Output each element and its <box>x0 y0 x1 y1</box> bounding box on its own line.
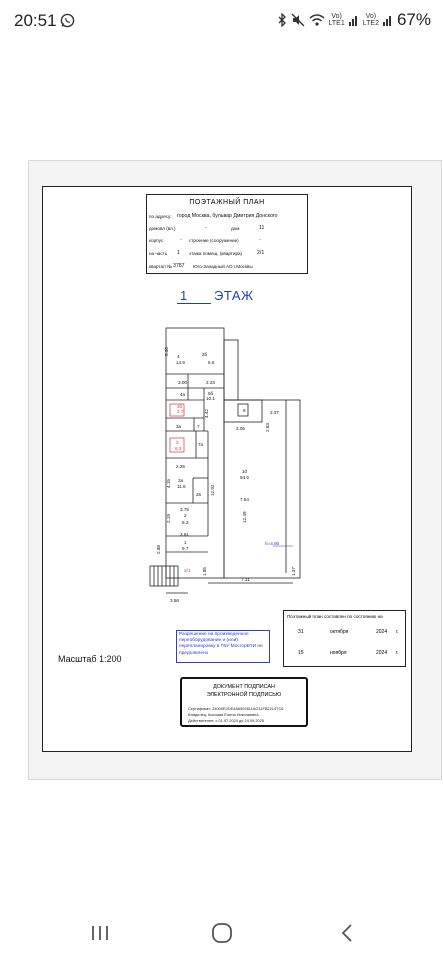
room-4-area: 14.9 <box>176 360 185 365</box>
svg-text:2.25: 2.25 <box>176 464 185 469</box>
svg-text:2а: 2а <box>178 478 184 483</box>
svg-text:1: 1 <box>184 540 187 545</box>
svg-text:2.37: 2.37 <box>270 410 279 415</box>
svg-text:2в: 2в <box>196 492 201 497</box>
sim1-label: Vo) LTE1 <box>328 13 345 27</box>
svg-text:7а: 7а <box>198 442 204 447</box>
state-caption: Поэтажный план составлен по состоянию на <box>287 614 383 619</box>
svg-text:2б: 2б <box>202 352 208 357</box>
status-icons <box>277 10 431 30</box>
district: Юго-Западный АО г.Москвы <box>193 264 253 269</box>
svg-text:3б: 3б <box>177 404 183 409</box>
svg-text:6: 6 <box>243 408 246 413</box>
svg-text:8.2: 8.2 <box>182 520 189 525</box>
svg-text:2.88: 2.88 <box>156 545 161 554</box>
floor-room-label: этажа помещ. (квартира) <box>189 251 243 256</box>
date2-month: ноября <box>330 650 347 656</box>
dom-value: 11 <box>259 225 265 231</box>
state-date-box <box>283 610 406 667</box>
date1-month: октября <box>330 629 349 635</box>
room-4-number: 4 <box>177 354 180 359</box>
domovl-label: домовл (вл.) <box>149 226 176 231</box>
svg-text:3.05: 3.05 <box>236 426 245 431</box>
svg-text:3а: 3а <box>176 424 182 429</box>
sign-cert: Сертификат: 24000E0DE4A6502811AG11FB2214TC6 <box>188 706 284 711</box>
svg-text:4а: 4а <box>180 392 186 397</box>
svg-text:3.61: 3.61 <box>180 532 189 537</box>
svg-text:2.7: 2.7 <box>177 409 184 414</box>
clock: 20:51 <box>14 11 57 30</box>
sign-owner: Владелец: Кислова Елена Николаевна <box>188 712 259 717</box>
svg-text:3: 3 <box>176 440 179 445</box>
svg-text:3.56: 3.56 <box>170 598 179 603</box>
svg-text:3.00: 3.00 <box>178 380 187 385</box>
part-value: 1 <box>177 250 180 256</box>
svg-text:2.83: 2.83 <box>265 423 270 432</box>
stroenie-value: - <box>259 237 261 243</box>
floor-plan-drawing <box>148 318 308 608</box>
svg-text:1.85: 1.85 <box>202 567 207 576</box>
e-signature-stamp <box>180 677 308 727</box>
svg-text:4.42: 4.42 <box>204 409 209 418</box>
svg-text:2: 2 <box>184 513 187 518</box>
svg-text:12.92: 12.92 <box>210 484 215 496</box>
svg-text:5.30: 5.30 <box>164 347 169 356</box>
svg-text:5.6: 5.6 <box>208 360 215 365</box>
stroenie-label: строение (сооружение) <box>189 238 239 243</box>
kvartal-value: 3787 <box>173 263 185 269</box>
back-icon[interactable] <box>336 922 360 944</box>
svg-text:2.19: 2.19 <box>166 514 171 523</box>
floor-number: 1 <box>180 288 188 303</box>
svg-text:12.49: 12.49 <box>242 511 247 523</box>
svg-text:10.1: 10.1 <box>206 396 215 401</box>
bluetooth-icon <box>277 13 287 27</box>
title-block <box>146 194 308 274</box>
date1-year: 2024 <box>376 629 388 635</box>
svg-text:6.3: 6.3 <box>175 446 182 451</box>
battery-percent: 67% <box>396 10 431 29</box>
address-label: по адресу: <box>149 214 172 219</box>
navigation-bar <box>0 900 443 960</box>
svg-text:4.15: 4.15 <box>166 479 171 488</box>
korpus-label: корпус <box>149 238 164 243</box>
address-value: город Москва, бульвар Дмитрия Донского <box>177 213 278 219</box>
document-title: ПОЭТАЖНЫЙ ПЛАН <box>189 199 265 206</box>
svg-text:94.6: 94.6 <box>240 475 249 480</box>
svg-text:7: 7 <box>197 424 200 429</box>
mute-icon <box>291 13 305 27</box>
date2-day: 15 <box>298 650 304 656</box>
svg-text:10: 10 <box>242 469 248 474</box>
date1-day: 31 <box>298 629 304 635</box>
home-icon[interactable] <box>210 922 234 944</box>
wifi-icon <box>309 13 325 27</box>
signal-icon <box>349 14 359 26</box>
dom-label: дом <box>231 226 240 231</box>
kvartal-label: квартал № <box>149 264 172 269</box>
sign-title-1: ДОКУМЕНТ ПОДПИСАН <box>213 684 275 690</box>
svg-text:2.23: 2.23 <box>206 380 215 385</box>
status-bar <box>0 0 443 44</box>
whatsapp-icon <box>60 13 75 28</box>
svg-text:h=4.90: h=4.90 <box>265 541 280 546</box>
domovl-value: - <box>205 225 207 231</box>
year-suffix-2: г. <box>396 650 399 656</box>
scale-label: Масштаб 1:200 <box>58 654 122 664</box>
sign-title-2: ЭЛЕКТРОННОЙ ПОДПИСЬЮ <box>206 692 282 698</box>
redevelopment-note: Разрешение на произведенное переоборудование и (или) перепланировку в ГБУ МосгорБТИ не предъявлено <box>176 630 270 663</box>
signal-icon-2 <box>383 14 393 26</box>
svg-text:3.75: 3.75 <box>180 507 189 512</box>
svg-text:7.31: 7.31 <box>241 577 250 582</box>
svg-text:7.54: 7.54 <box>240 497 249 502</box>
svg-text:2/1: 2/1 <box>184 568 191 573</box>
korpus-value: - <box>180 237 182 243</box>
svg-text:5б: 5б <box>208 391 214 396</box>
svg-text:9.7: 9.7 <box>182 546 189 551</box>
date2-year: 2024 <box>376 650 388 656</box>
svg-text:1.37: 1.37 <box>291 567 296 576</box>
sim2-label: Vo) LTE2 <box>362 13 379 27</box>
recent-apps-icon[interactable] <box>88 922 112 944</box>
floor-room-value: 2/1 <box>257 250 265 256</box>
floor-word: ЭТАЖ <box>214 288 254 303</box>
sign-valid: Действителен: с 01.07.2024 до 24.09.2025 <box>188 718 265 723</box>
part-label: на часть <box>149 251 168 256</box>
svg-text:11.6: 11.6 <box>177 484 186 489</box>
year-suffix-1: г. <box>396 629 399 635</box>
